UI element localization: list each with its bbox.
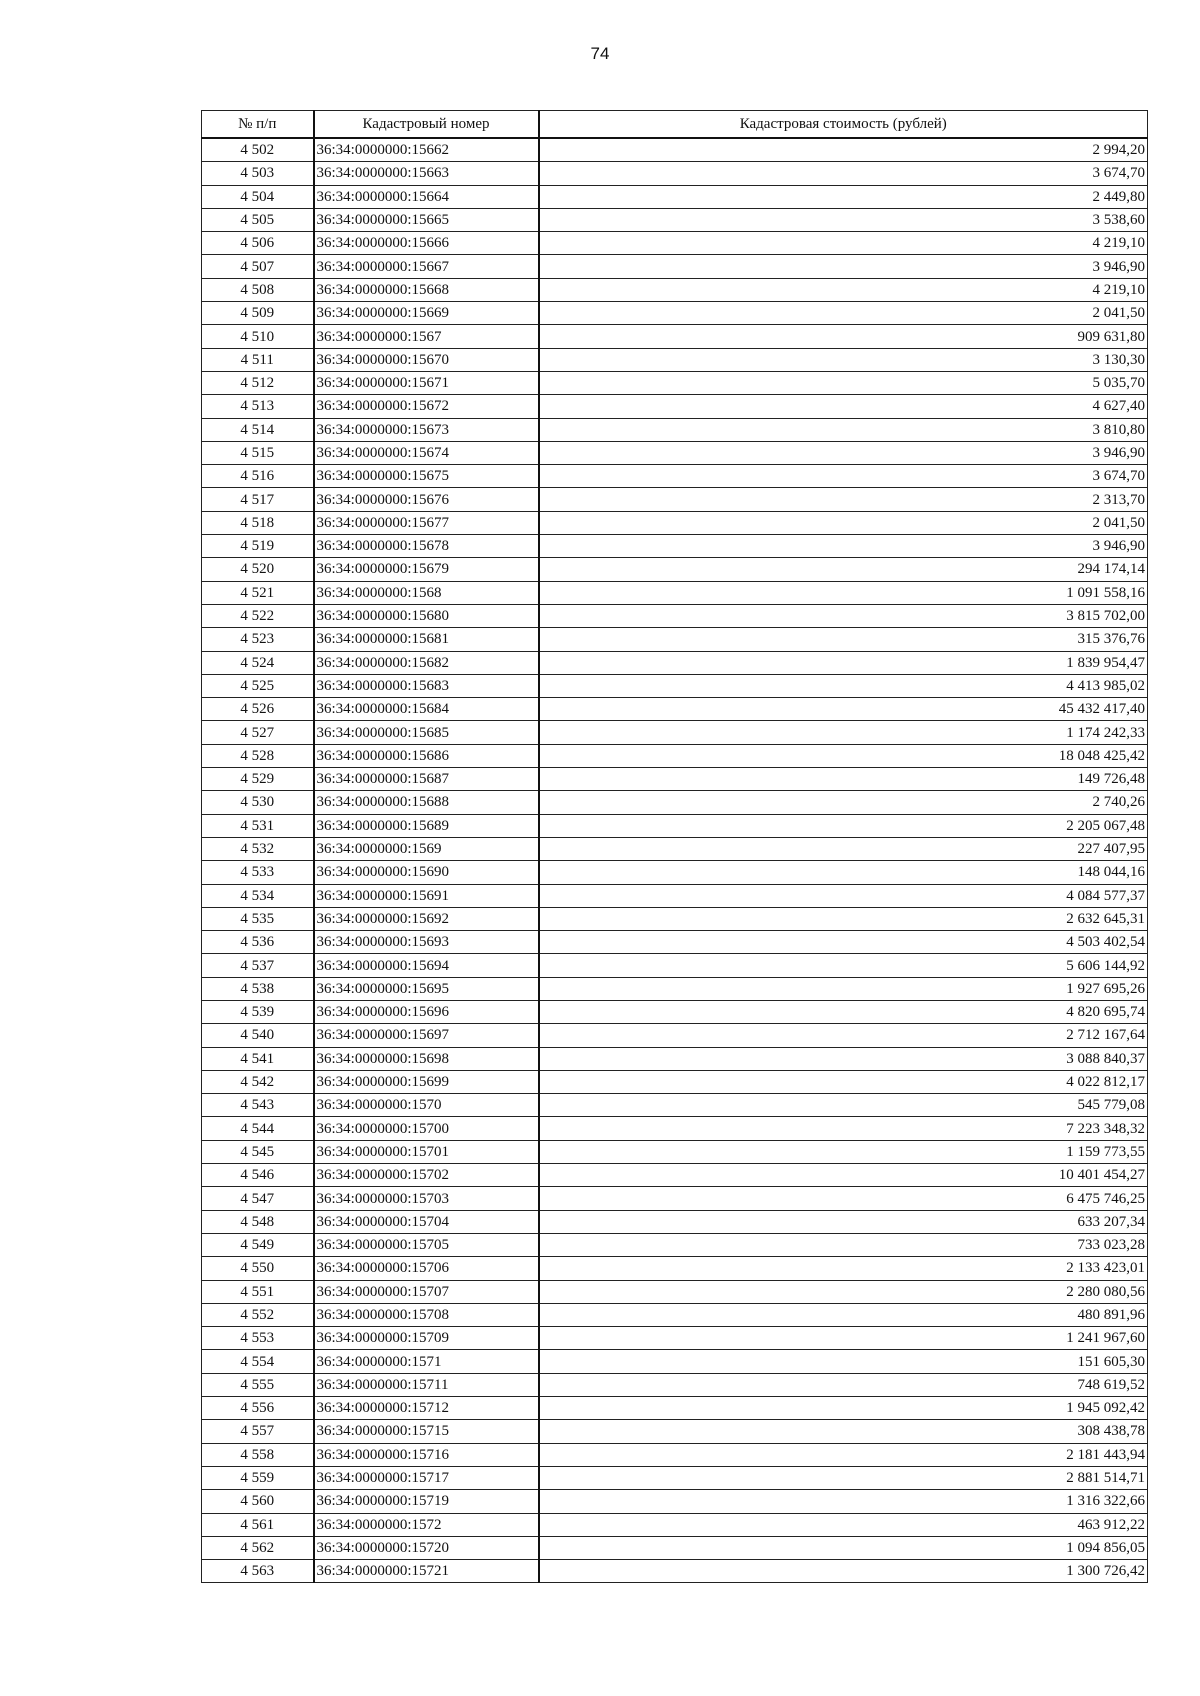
table-row [202,1070,1148,1093]
table-row [202,1187,1148,1210]
cadastral-value-cell: 151 605,30 [539,1350,1148,1373]
row-number-cell: 4 528 [202,744,314,767]
table-row [202,535,1148,558]
cadastral-number-cell: 36:34:0000000:15688 [314,791,539,814]
cadastral-number-cell: 36:34:0000000:15693 [314,931,539,954]
table-row [202,185,1148,208]
row-number-cell: 4 545 [202,1140,314,1163]
row-number-cell: 4 562 [202,1536,314,1559]
row-number-cell: 4 549 [202,1233,314,1256]
cadastral-value-cell: 3 946,90 [539,535,1148,558]
row-number-cell: 4 538 [202,977,314,1000]
row-number-cell: 4 514 [202,418,314,441]
row-number-cell: 4 510 [202,325,314,348]
cadastral-value-cell: 1 091 558,16 [539,581,1148,604]
cadastral-number-cell: 36:34:0000000:1570 [314,1094,539,1117]
row-number-cell: 4 529 [202,768,314,791]
cadastral-value-cell: 748 619,52 [539,1373,1148,1396]
row-number-cell: 4 540 [202,1024,314,1047]
page-number: 74 [590,44,610,63]
cadastral-value-cell: 4 413 985,02 [539,674,1148,697]
table-row [202,1210,1148,1233]
row-number-cell: 4 561 [202,1513,314,1536]
cadastral-value-cell: 1 159 773,55 [539,1140,1148,1163]
table-row [202,1350,1148,1373]
table-row [202,1420,1148,1443]
row-number-cell: 4 560 [202,1490,314,1513]
cadastral-number-cell: 36:34:0000000:15685 [314,721,539,744]
cadastral-number-cell: 36:34:0000000:15692 [314,907,539,930]
cadastral-value-cell: 2 313,70 [539,488,1148,511]
table-row [202,1303,1148,1326]
row-number-cell: 4 502 [202,138,314,162]
cadastral-number-cell: 36:34:0000000:15691 [314,884,539,907]
row-number-cell: 4 522 [202,604,314,627]
cadastral-number-cell: 36:34:0000000:15680 [314,604,539,627]
cadastral-value-cell: 4 219,10 [539,232,1148,255]
row-number-cell: 4 520 [202,558,314,581]
cadastral-value-cell: 6 475 746,25 [539,1187,1148,1210]
cadastral-number-cell: 36:34:0000000:15672 [314,395,539,418]
header-row-number: № п/п [202,111,314,139]
cadastral-value-cell: 2 133 423,01 [539,1257,1148,1280]
table-row [202,488,1148,511]
cadastral-value-cell: 4 820 695,74 [539,1000,1148,1023]
cadastral-value-cell: 545 779,08 [539,1094,1148,1117]
cadastral-value-cell: 2 041,50 [539,302,1148,325]
cadastral-value-cell: 227 407,95 [539,837,1148,860]
table-row [202,721,1148,744]
cadastral-number-cell: 36:34:0000000:1572 [314,1513,539,1536]
row-number-cell: 4 559 [202,1466,314,1489]
cadastral-value-cell: 2 740,26 [539,791,1148,814]
table-row [202,651,1148,674]
table-row [202,255,1148,278]
row-number-cell: 4 532 [202,837,314,860]
row-number-cell: 4 533 [202,861,314,884]
row-number-cell: 4 554 [202,1350,314,1373]
cadastral-number-cell: 36:34:0000000:15721 [314,1560,539,1583]
cadastral-value-cell: 2 041,50 [539,511,1148,534]
cadastral-number-cell: 36:34:0000000:15707 [314,1280,539,1303]
row-number-cell: 4 537 [202,954,314,977]
cadastral-number-cell: 36:34:0000000:15696 [314,1000,539,1023]
cadastral-number-cell: 36:34:0000000:15676 [314,488,539,511]
cadastral-value-cell: 18 048 425,42 [539,744,1148,767]
cadastral-number-cell: 36:34:0000000:15717 [314,1466,539,1489]
cadastral-number-cell: 36:34:0000000:15663 [314,162,539,185]
row-number-cell: 4 513 [202,395,314,418]
cadastral-number-cell: 36:34:0000000:15706 [314,1257,539,1280]
row-number-cell: 4 505 [202,208,314,231]
cadastral-number-cell: 36:34:0000000:15667 [314,255,539,278]
row-number-cell: 4 546 [202,1164,314,1187]
row-number-cell: 4 521 [202,581,314,604]
cadastral-value-cell: 315 376,76 [539,628,1148,651]
cadastral-number-cell: 36:34:0000000:15662 [314,138,539,162]
row-number-cell: 4 548 [202,1210,314,1233]
row-number-cell: 4 555 [202,1373,314,1396]
cadastral-number-cell: 36:34:0000000:15689 [314,814,539,837]
table-row [202,628,1148,651]
cadastral-number-cell: 36:34:0000000:1571 [314,1350,539,1373]
cadastral-number-cell: 36:34:0000000:15679 [314,558,539,581]
table-row [202,558,1148,581]
table-row [202,1536,1148,1559]
cadastral-value-cell: 1 241 967,60 [539,1327,1148,1350]
row-number-cell: 4 530 [202,791,314,814]
table-row [202,931,1148,954]
cadastral-value-cell: 2 632 645,31 [539,907,1148,930]
cadastral-value-cell: 4 503 402,54 [539,931,1148,954]
table-row [202,208,1148,231]
cadastral-value-cell: 480 891,96 [539,1303,1148,1326]
table-row [202,1233,1148,1256]
cadastral-value-cell: 4 022 812,17 [539,1070,1148,1093]
row-number-cell: 4 523 [202,628,314,651]
cadastral-number-cell: 36:34:0000000:15708 [314,1303,539,1326]
table-row [202,1257,1148,1280]
table-row [202,1024,1148,1047]
table-row [202,371,1148,394]
table-row [202,1513,1148,1536]
cadastral-value-cell: 3 674,70 [539,162,1148,185]
table-row [202,1000,1148,1023]
table-row [202,1443,1148,1466]
row-number-cell: 4 524 [202,651,314,674]
cadastral-number-cell: 36:34:0000000:15674 [314,441,539,464]
cadastral-value-cell: 2 181 443,94 [539,1443,1148,1466]
cadastral-value-cell: 1 300 726,42 [539,1560,1148,1583]
cadastral-number-cell: 36:34:0000000:15695 [314,977,539,1000]
table-row [202,1373,1148,1396]
cadastral-value-cell: 2 881 514,71 [539,1466,1148,1489]
cadastral-value-cell: 1 945 092,42 [539,1397,1148,1420]
cadastral-number-cell: 36:34:0000000:15675 [314,465,539,488]
table-row [202,1047,1148,1070]
cadastral-number-cell: 36:34:0000000:1569 [314,837,539,860]
header-cadastral-value: Кадастровая стоимость (рублей) [539,111,1148,139]
table-row [202,1140,1148,1163]
cadastral-value-cell: 45 432 417,40 [539,698,1148,721]
cadastral-number-cell: 36:34:0000000:15664 [314,185,539,208]
cadastral-value-cell: 1 094 856,05 [539,1536,1148,1559]
cadastral-value-cell: 5 606 144,92 [539,954,1148,977]
row-number-cell: 4 512 [202,371,314,394]
row-number-cell: 4 563 [202,1560,314,1583]
table-row [202,674,1148,697]
cadastral-number-cell: 36:34:0000000:15705 [314,1233,539,1256]
cadastral-number-cell: 36:34:0000000:15690 [314,861,539,884]
row-number-cell: 4 519 [202,535,314,558]
cadastral-number-cell: 36:34:0000000:15719 [314,1490,539,1513]
row-number-cell: 4 518 [202,511,314,534]
table-row [202,954,1148,977]
table-row [202,884,1148,907]
cadastral-number-cell: 36:34:0000000:15702 [314,1164,539,1187]
table-row [202,744,1148,767]
cadastral-number-cell: 36:34:0000000:15668 [314,278,539,301]
cadastral-number-cell: 36:34:0000000:15677 [314,511,539,534]
cadastral-value-cell: 2 280 080,56 [539,1280,1148,1303]
cadastral-value-cell: 1 839 954,47 [539,651,1148,674]
row-number-cell: 4 504 [202,185,314,208]
cadastral-number-cell: 36:34:0000000:15670 [314,348,539,371]
row-number-cell: 4 544 [202,1117,314,1140]
table-header-row [202,111,1148,139]
cadastral-value-cell: 2 205 067,48 [539,814,1148,837]
cadastral-value-table [201,110,1148,1583]
cadastral-number-cell: 36:34:0000000:15669 [314,302,539,325]
cadastral-number-cell: 36:34:0000000:15683 [314,674,539,697]
row-number-cell: 4 503 [202,162,314,185]
row-number-cell: 4 508 [202,278,314,301]
table-row [202,814,1148,837]
cadastral-number-cell: 36:34:0000000:15701 [314,1140,539,1163]
cadastral-value-cell: 909 631,80 [539,325,1148,348]
table-row [202,837,1148,860]
cadastral-number-cell: 36:34:0000000:15709 [314,1327,539,1350]
table-row [202,698,1148,721]
cadastral-value-cell: 1 174 242,33 [539,721,1148,744]
cadastral-number-cell: 36:34:0000000:15716 [314,1443,539,1466]
cadastral-number-cell: 36:34:0000000:15682 [314,651,539,674]
table-row [202,604,1148,627]
cadastral-value-cell: 1 316 322,66 [539,1490,1148,1513]
cadastral-number-cell: 36:34:0000000:15665 [314,208,539,231]
row-number-cell: 4 516 [202,465,314,488]
cadastral-value-cell: 463 912,22 [539,1513,1148,1536]
row-number-cell: 4 507 [202,255,314,278]
cadastral-value-cell: 3 946,90 [539,255,1148,278]
cadastral-number-cell: 36:34:0000000:15698 [314,1047,539,1070]
table-row [202,348,1148,371]
row-number-cell: 4 539 [202,1000,314,1023]
row-number-cell: 4 550 [202,1257,314,1280]
cadastral-value-cell: 7 223 348,32 [539,1117,1148,1140]
cadastral-value-cell: 2 449,80 [539,185,1148,208]
cadastral-value-cell: 3 815 702,00 [539,604,1148,627]
cadastral-value-cell: 1 927 695,26 [539,977,1148,1000]
row-number-cell: 4 527 [202,721,314,744]
table-row [202,232,1148,255]
row-number-cell: 4 525 [202,674,314,697]
table-row [202,465,1148,488]
cadastral-value-cell: 733 023,28 [539,1233,1148,1256]
table-row [202,278,1148,301]
row-number-cell: 4 551 [202,1280,314,1303]
cadastral-number-cell: 36:34:0000000:15694 [314,954,539,977]
cadastral-value-cell: 5 035,70 [539,371,1148,394]
cadastral-value-cell: 4 627,40 [539,395,1148,418]
cadastral-number-cell: 36:34:0000000:15700 [314,1117,539,1140]
cadastral-number-cell: 36:34:0000000:1568 [314,581,539,604]
header-cadastral-number: Кадастровый номер [314,111,539,139]
table-row [202,418,1148,441]
table-row [202,1094,1148,1117]
cadastral-value-cell: 3 538,60 [539,208,1148,231]
cadastral-number-cell: 36:34:0000000:15666 [314,232,539,255]
row-number-cell: 4 515 [202,441,314,464]
cadastral-number-cell: 36:34:0000000:15697 [314,1024,539,1047]
table-body [202,138,1148,1583]
cadastral-value-cell: 149 726,48 [539,768,1148,791]
cadastral-value-cell: 3 674,70 [539,465,1148,488]
row-number-cell: 4 506 [202,232,314,255]
cadastral-value-cell: 3 946,90 [539,441,1148,464]
table-row [202,768,1148,791]
row-number-cell: 4 543 [202,1094,314,1117]
row-number-cell: 4 556 [202,1397,314,1420]
row-number-cell: 4 552 [202,1303,314,1326]
table-row [202,511,1148,534]
cadastral-value-cell: 2 712 167,64 [539,1024,1148,1047]
row-number-cell: 4 517 [202,488,314,511]
table-row [202,977,1148,1000]
cadastral-value-cell: 308 438,78 [539,1420,1148,1443]
row-number-cell: 4 534 [202,884,314,907]
row-number-cell: 4 542 [202,1070,314,1093]
cadastral-number-cell: 36:34:0000000:15687 [314,768,539,791]
cadastral-value-cell: 148 044,16 [539,861,1148,884]
table-row [202,581,1148,604]
table-row [202,1117,1148,1140]
table-row [202,162,1148,185]
row-number-cell: 4 531 [202,814,314,837]
table-row [202,861,1148,884]
table-row [202,907,1148,930]
cadastral-number-cell: 36:34:0000000:15720 [314,1536,539,1559]
cadastral-number-cell: 36:34:0000000:15673 [314,418,539,441]
cadastral-number-cell: 36:34:0000000:15681 [314,628,539,651]
cadastral-number-cell: 36:34:0000000:15684 [314,698,539,721]
cadastral-number-cell: 36:34:0000000:15703 [314,1187,539,1210]
table-row [202,395,1148,418]
cadastral-number-cell: 36:34:0000000:15704 [314,1210,539,1233]
cadastral-number-cell: 36:34:0000000:15715 [314,1420,539,1443]
table-row [202,1490,1148,1513]
row-number-cell: 4 541 [202,1047,314,1070]
row-number-cell: 4 509 [202,302,314,325]
cadastral-number-cell: 36:34:0000000:15699 [314,1070,539,1093]
table-row [202,138,1148,162]
table-row [202,1327,1148,1350]
row-number-cell: 4 536 [202,931,314,954]
cadastral-value-cell: 633 207,34 [539,1210,1148,1233]
cadastral-value-cell: 4 219,10 [539,278,1148,301]
table-row [202,1466,1148,1489]
cadastral-value-cell: 294 174,14 [539,558,1148,581]
table-row [202,302,1148,325]
row-number-cell: 4 558 [202,1443,314,1466]
cadastral-number-cell: 36:34:0000000:15671 [314,371,539,394]
table-row [202,1560,1148,1583]
row-number-cell: 4 553 [202,1327,314,1350]
table-row [202,325,1148,348]
table-row [202,1164,1148,1187]
row-number-cell: 4 526 [202,698,314,721]
cadastral-number-cell: 36:34:0000000:15711 [314,1373,539,1396]
table-row [202,441,1148,464]
cadastral-number-cell: 36:34:0000000:1567 [314,325,539,348]
table-row [202,1280,1148,1303]
cadastral-number-cell: 36:34:0000000:15712 [314,1397,539,1420]
cadastral-value-cell: 3 130,30 [539,348,1148,371]
cadastral-value-cell: 4 084 577,37 [539,884,1148,907]
row-number-cell: 4 547 [202,1187,314,1210]
table-row [202,791,1148,814]
cadastral-value-cell: 3 088 840,37 [539,1047,1148,1070]
row-number-cell: 4 511 [202,348,314,371]
cadastral-number-cell: 36:34:0000000:15686 [314,744,539,767]
row-number-cell: 4 535 [202,907,314,930]
cadastral-value-cell: 3 810,80 [539,418,1148,441]
cadastral-value-cell: 2 994,20 [539,138,1148,162]
cadastral-number-cell: 36:34:0000000:15678 [314,535,539,558]
table-row [202,1397,1148,1420]
row-number-cell: 4 557 [202,1420,314,1443]
cadastral-value-cell: 10 401 454,27 [539,1164,1148,1187]
